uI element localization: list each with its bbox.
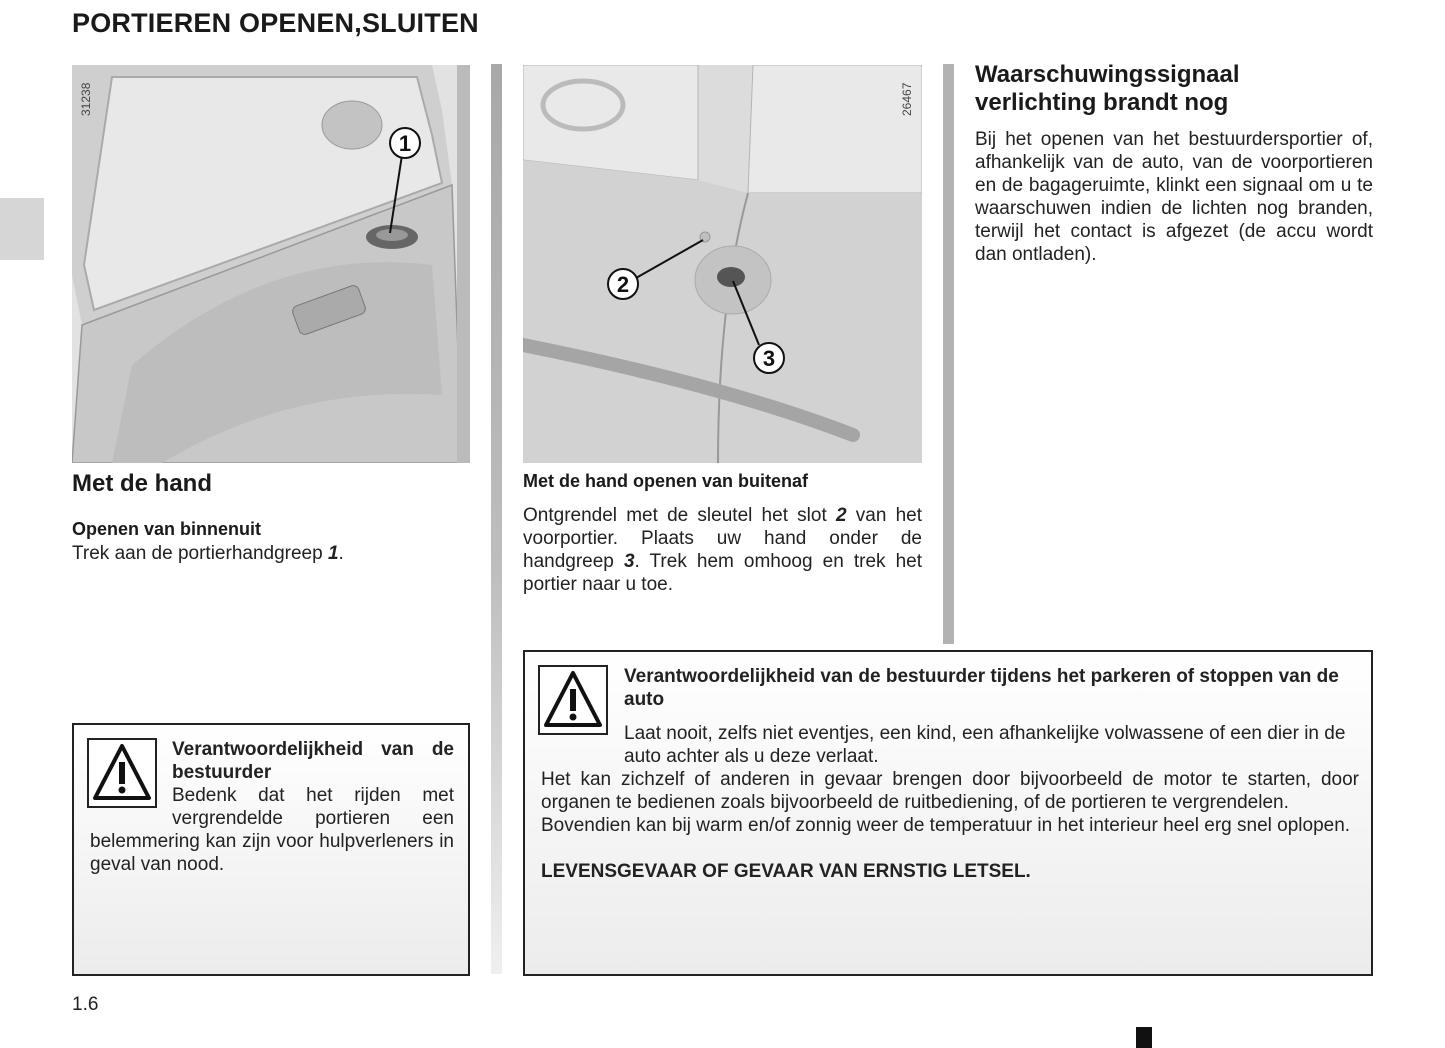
paragraph-binnenuit bbox=[72, 542, 472, 565]
warning-triangle-icon bbox=[538, 665, 608, 735]
figure-interior-door bbox=[72, 65, 470, 463]
ref-3: 3 bbox=[623, 551, 635, 572]
page-number: 1.6 bbox=[72, 994, 99, 1015]
warning-right-p3: Bovendien kan bij warm en/of zonnig weer de temperatuur in het interieur heel erg snel oplopen. bbox=[541, 815, 1351, 836]
section-heading-waarschuwingssignaal: Waarschuwingssignaal verlichting brandt nog bbox=[975, 61, 1240, 116]
text-binnenuit-prefix: Trek aan de portierhandgreep bbox=[72, 543, 328, 564]
figure-code-left: 31238 bbox=[79, 82, 93, 116]
paragraph-buitenaf bbox=[523, 504, 922, 596]
subheading-buitenaf: Met de hand openen van buitenaf bbox=[523, 471, 809, 491]
exterior-door-illustration bbox=[523, 65, 922, 463]
subheading-openen-binnenuit: Openen van binnenuit bbox=[72, 519, 262, 539]
column-separator-right bbox=[943, 64, 954, 644]
warning-right-p2: Het kan zichzelf of anderen in gevaar brengen door bijvoorbeeld de motor te starten, door organen te bedienen zoals bijvoorbeeld de ruitbediening, of de portieren te vergrendelen. bbox=[541, 769, 1359, 813]
warning-right-title: Verantwoordelijkheid van de bestuurder tijdens het parkeren of stoppen van de auto bbox=[624, 666, 1339, 710]
icon-wrap-spacer bbox=[90, 784, 172, 830]
warning-right-p4: LEVENSGEVAAR OF GEVAAR VAN ERNSTIG LETSEL. bbox=[541, 861, 1031, 882]
callout-2: 2 bbox=[616, 272, 630, 297]
section-heading-met-de-hand: Met de hand bbox=[72, 470, 213, 497]
warning-left-text: Bedenk dat het rijden met vergrendelde portieren een belemmering kan zijn voor hulpverleners in geval van nood. bbox=[90, 785, 454, 875]
callout-1: 1 bbox=[398, 131, 412, 156]
column-separator-left bbox=[491, 64, 502, 974]
ref-2: 2 bbox=[835, 505, 847, 526]
text-buitenaf-3: . Trek hem omhoog en trek het portier naar u toe. bbox=[523, 551, 922, 595]
figure-exterior-door bbox=[523, 65, 922, 463]
warning-left-title: Verantwoordelijkheid van de bestuurder bbox=[172, 739, 454, 783]
interior-door-illustration bbox=[72, 65, 470, 463]
warning-box-parkeren bbox=[523, 650, 1373, 976]
paragraph-waarschuwingssignaal: Bij het openen van het bestuurdersportier of, afhankelijk van de auto, van de voorportieren en de bagageruimte, klinkt een signaal om u te waarschuwen indien de lichten nog branden, terwijl het contact is afgezet (de accu wordt dan ontladen). bbox=[975, 129, 1373, 265]
ref-1: 1 bbox=[327, 543, 339, 564]
callout-3: 3 bbox=[762, 346, 776, 371]
warning-left-text-wrap bbox=[90, 784, 454, 876]
section-tab-marker bbox=[0, 198, 44, 260]
warning-box-bestuurder bbox=[72, 723, 470, 976]
text-buitenaf-2: van het voorportier. Plaats uw hand onder de handgreep bbox=[523, 505, 923, 572]
figure-code-middle: 26467 bbox=[900, 82, 914, 116]
page-end-marker bbox=[1136, 1027, 1152, 1048]
text-buitenaf-1: Ontgrendel met de sleutel het slot bbox=[523, 505, 836, 526]
text-binnenuit-suffix: . bbox=[338, 543, 344, 564]
page-title: PORTIEREN OPENEN,SLUITEN bbox=[72, 8, 479, 38]
warning-right-p1: Laat nooit, zelfs niet eventjes, een kind, een afhankelijke volwassene of een dier in de auto achter als u deze verlaat. bbox=[624, 723, 1346, 767]
